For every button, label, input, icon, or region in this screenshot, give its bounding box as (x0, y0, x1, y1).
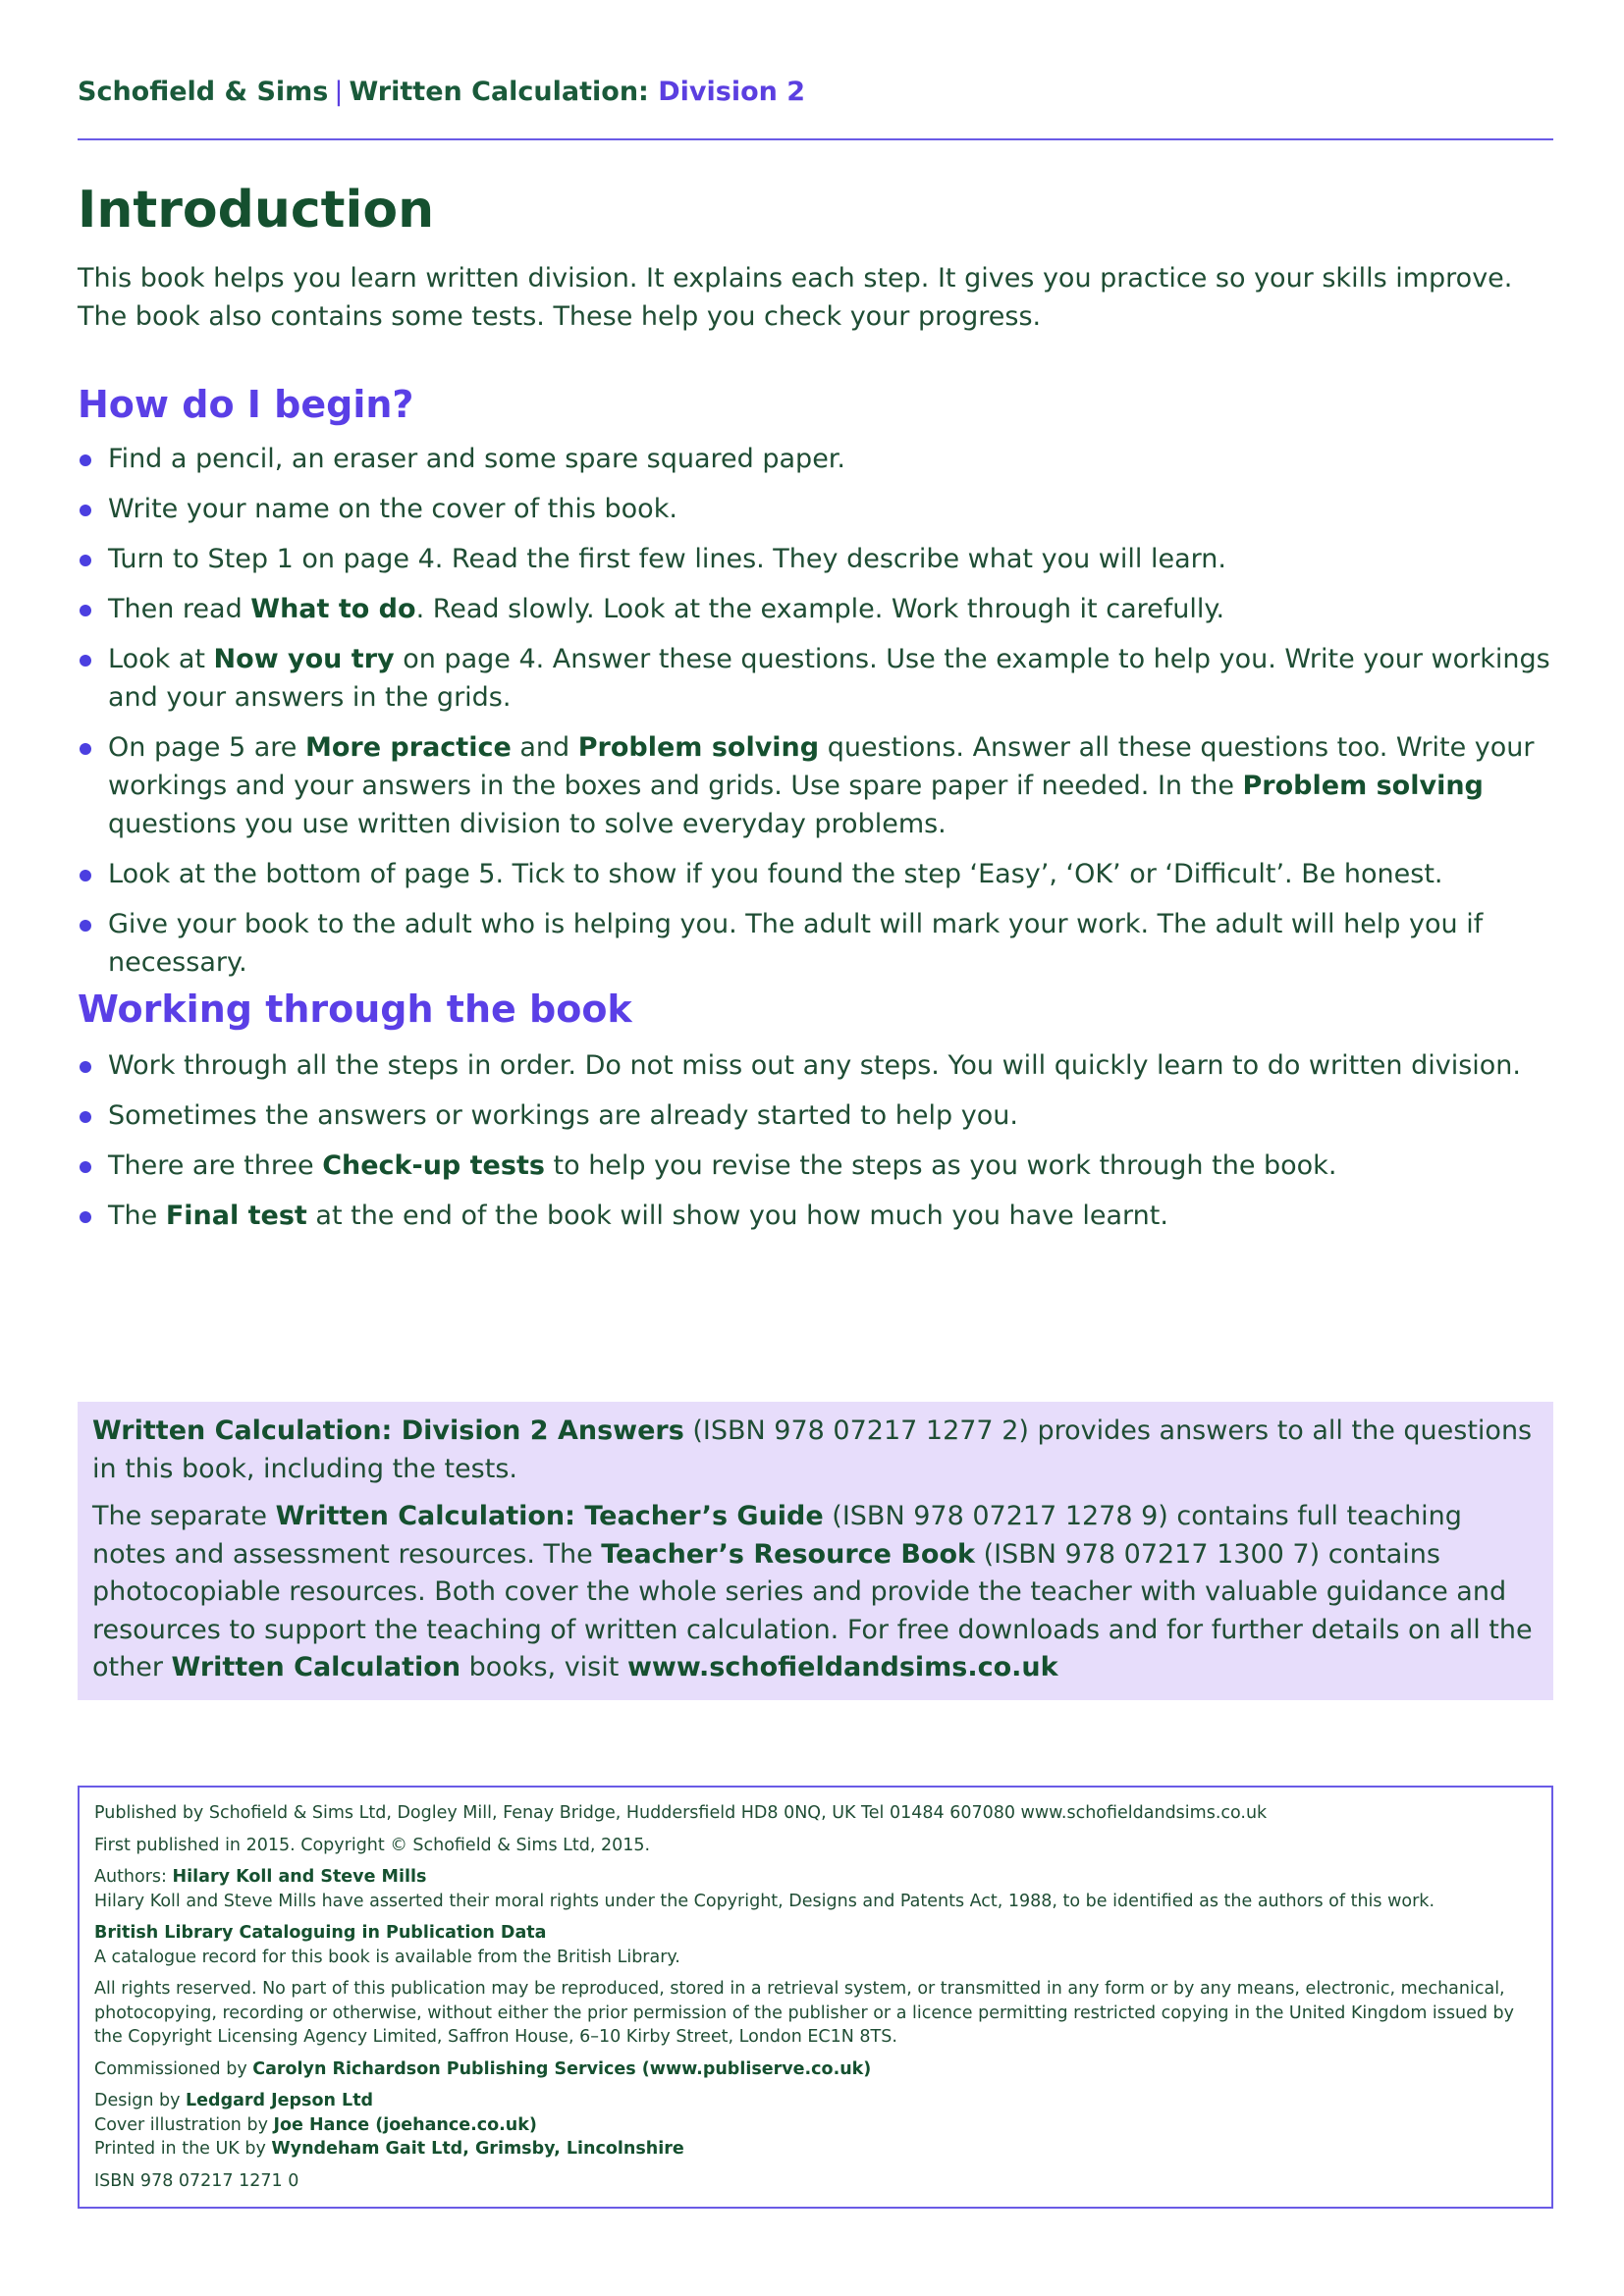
credits-block: Design by Ledgard Jepson Ltd Cover illustration by Joe Hance (joehance.co.uk) Printed in the UK by Wyndeham Gait Ltd, Grimsby, Lincolnshire (94, 2091, 684, 2159)
website-link[interactable]: www.schofieldandsims.co.uk (626, 1652, 1058, 1682)
list-item: Turn to Step 1 on page 4. Read the first few lines. They describe what you will learn. (78, 540, 1553, 578)
list-item: There are three Check-up tests to help you revise the steps as you work through the book. (78, 1147, 1553, 1185)
header-separator: | (334, 77, 344, 107)
header-rule (78, 138, 1553, 140)
header-title: Division 2 (658, 77, 806, 107)
list-item: Give your book to the adult who is helping you. The adult will mark your work. The adult will help you if necessary. (78, 905, 1553, 982)
teacher-guide-paragraph: The separate Written Calculation: Teacher’s Guide (ISBN 978 07217 1278 9) contains full teaching notes and assessment resources. The Teacher’s Resource Book (ISBN 978 07217 1300 7) contains photocopiable resources. Both cover the whole series and provide the teacher with valuable guidance and resources to support the teaching of written calculation. For free downloads and for further details on all the other Written Calculation books, visit www.schofieldandsims.co.uk (92, 1501, 1533, 1682)
answers-paragraph: Written Calculation: Division 2 Answers (ISBN 978 07217 1277 2) provides answers to all the questions in this book, including the tests. (92, 1415, 1533, 1484)
publisher-line: Published by Schofield & Sims Ltd, Dogley Mill, Fenay Bridge, Huddersfield HD8 0NQ, UK Tel 01484 607080 www.schofieldandsims.co.uk (94, 1803, 1268, 1823)
rights-block: All rights reserved. No part of this publication may be reproduced, stored in a retrieval system, or transmitted in any form or by any means, electronic, mechanical, photocopying, recording or otherwise, without either the prior permission of the publisher or a licence permitting restricted copying in the United Kingdom issued by the Copyright Licensing Agency Limited, Saffron House, 6–10 Kirby Street, London EC1N 8TS. (94, 1979, 1515, 2047)
begin-list (78, 440, 1553, 993)
list-item: Work through all the steps in order. Do not miss out any steps. You will quickly learn to do written division. (78, 1046, 1553, 1085)
list-item: Then read What to do. Read slowly. Look at the example. Work through it carefully. (78, 590, 1553, 628)
commissioned-line: Commissioned by Carolyn Richardson Publishing Services (www.publiserve.co.uk) (94, 2058, 872, 2079)
list-item: Write your name on the cover of this book. (78, 490, 1553, 528)
authors-block: Authors: Hilary Koll and Steve Mills Hilary Koll and Steve Mills have asserted their moral rights under the Copyright, Designs and Patents Act, 1988, to be identified as the authors of this work. (94, 1867, 1435, 1911)
answers-info-box (78, 1402, 1553, 1700)
list-item: The Final test at the end of the book will show you how much you have learnt. (78, 1197, 1553, 1235)
publication-details-box (78, 1786, 1553, 2209)
copyright-line: First published in 2015. Copyright © Schofield & Sims Ltd, 2015. (94, 1835, 651, 1855)
begin-heading: How do I begin? (78, 383, 414, 426)
isbn-line: ISBN 978 07217 1271 0 (94, 2170, 299, 2191)
working-heading: Working through the book (78, 988, 632, 1031)
page-title: Introduction (78, 181, 435, 240)
header-publisher: Schofield & Sims (78, 77, 329, 107)
list-item: On page 5 are More practice and Problem solving questions. Answer all these questions too. Write your workings and your answers in the boxes and grids. Use spare paper if needed. In the Problem solving questions you use written division to solve everyday problems. (78, 728, 1553, 843)
working-list (78, 1046, 1553, 1247)
cataloguing-block: British Library Cataloguing in Publication Data A catalogue record for this book is available from the British Library. (94, 1923, 680, 1967)
list-item: Find a pencil, an eraser and some spare squared paper. (78, 440, 1553, 478)
intro-paragraph: This book helps you learn written division. It explains each step. It gives you practice so your skills improve. The book also contains some tests. These help you check your progress. (78, 263, 1513, 332)
list-item: Sometimes the answers or workings are already started to help you. (78, 1096, 1553, 1135)
list-item: Look at Now you try on page 4. Answer these questions. Use the example to help you. Write your workings and your answers in the grids. (78, 640, 1553, 717)
running-header (78, 77, 805, 107)
list-item: Look at the bottom of page 5. Tick to show if you found the step ‘Easy’, ‘OK’ or ‘Difficult’. Be honest. (78, 855, 1553, 893)
header-series: Written Calculation: (349, 77, 649, 107)
